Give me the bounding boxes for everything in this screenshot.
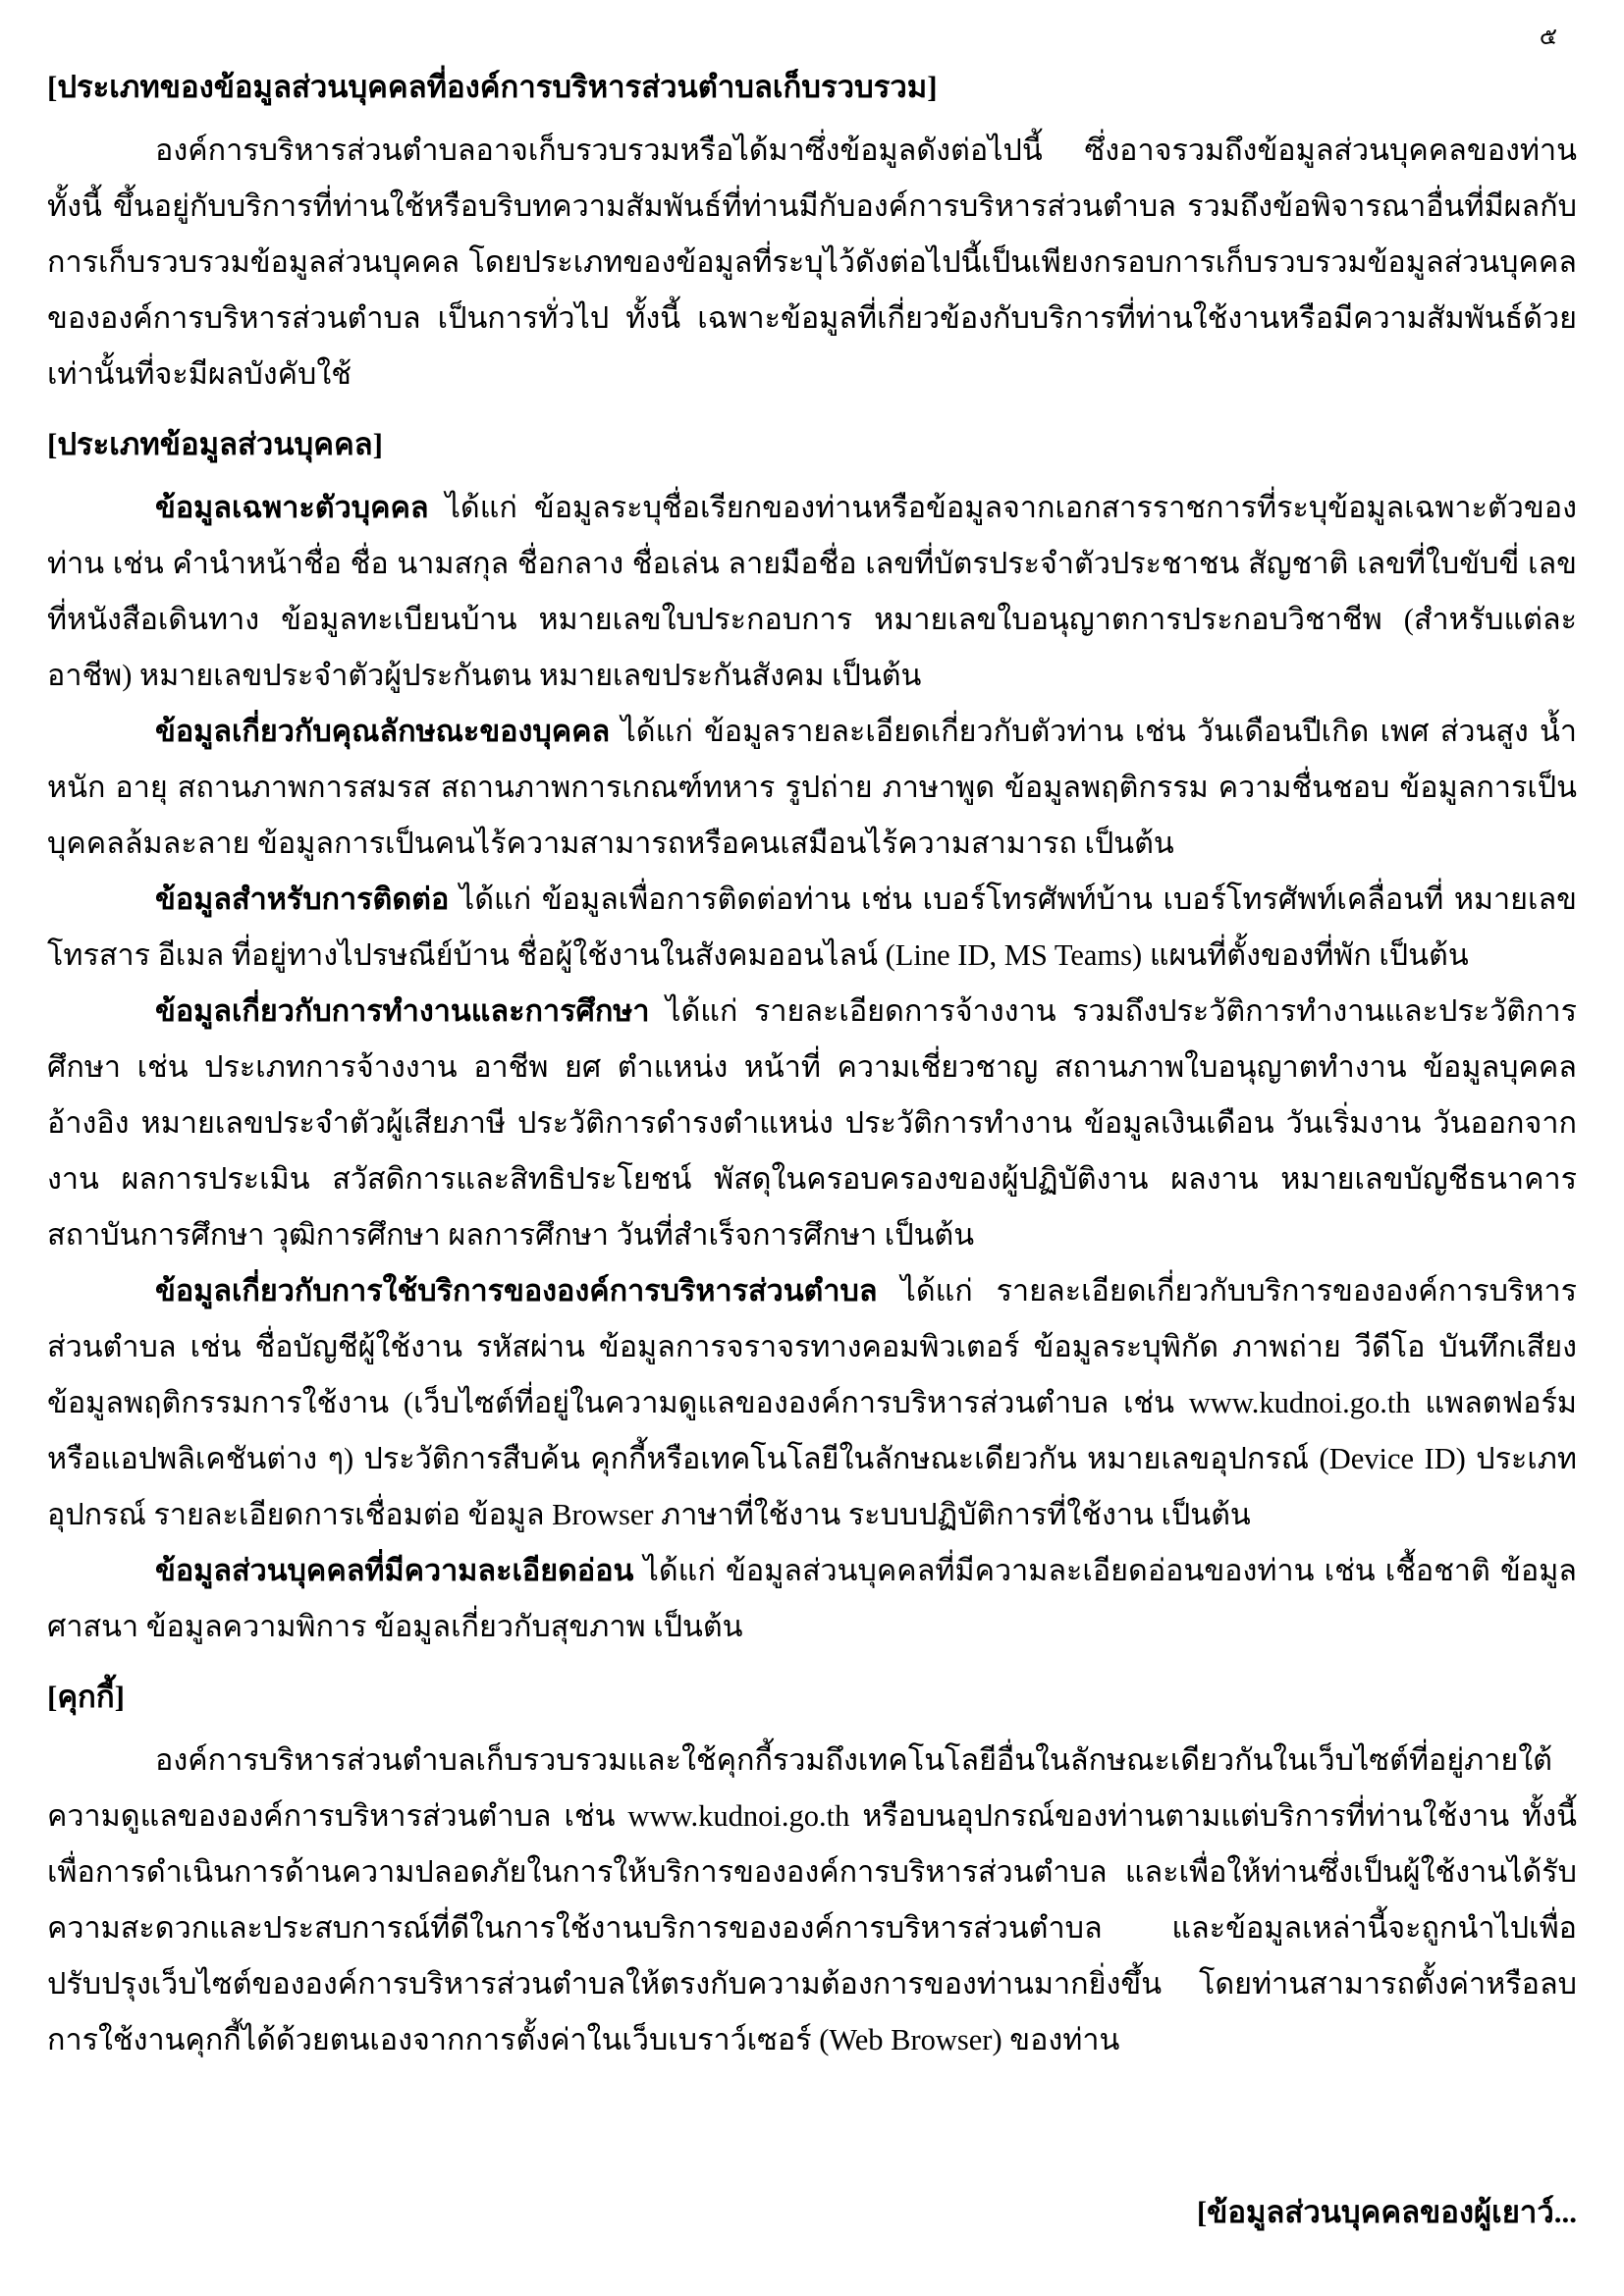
- paragraph-work-education-data-lead: ข้อมูลเกี่ยวกับการทำงานและการศึกษา: [155, 994, 650, 1028]
- paragraph-contact-data: [47, 872, 1577, 984]
- paragraph-contact-data-text: ได้แก่ ข้อมูลเพื่อการติดต่อท่าน เช่น เบอร์โทรศัพท์บ้าน เบอร์โทรศัพท์เคลื่อนที่ หมายเลขโทรสาร อีเมล ที่อยู่ทางไปรษณีย์บ้าน ชื่อผู้ใช้งานในสังคมออนไลน์ (Line ID, MS Teams) แผนที่ตั้งของที่พัก เป็นต้น: [47, 882, 1577, 972]
- document-body: [47, 59, 1577, 2240]
- paragraph-service-usage-data-text: ได้แก่ รายละเอียดเกี่ยวกับบริการขององค์การบริหารส่วนตำบล เช่น ชื่อบัญชีผู้ใช้งาน รหัสผ่าน ข้อมูลการจราจรทางคอมพิวเตอร์ ข้อมูลระบุพิกัด ภาพถ่าย วีดีโอ บันทึกเสียง ข้อมูลพฤติกรรมการใช้งาน (เว็บไซต์ที่อยู่ในความดูแลขององค์การบริหารส่วนตำบล เช่น www.kudnoi.go.th แพลตฟอร์มหรือแอปพลิเคชันต่าง ๆ) ประวัติการสืบค้น คุกกี้หรือเทคโนโลยีในลักษณะเดียวกัน หมายเลขอุปกรณ์ (Device ID) ประเภทอุปกรณ์ รายละเอียดการเชื่อมต่อ ข้อมูล Browser ภาษาที่ใช้งาน ระบบปฏิบัติการที่ใช้งาน เป็นต้น: [47, 1274, 1577, 1531]
- page-number: ๕: [1539, 25, 1557, 50]
- paragraph-contact-data-lead: ข้อมูลสำหรับการติดต่อ: [155, 882, 450, 916]
- paragraph-intro: [47, 123, 1577, 402]
- section-heading-personal-data-categories: [ประเภทข้อมูลส่วนบุคคล]: [47, 427, 383, 461]
- paragraph-sensitive-data: [47, 1543, 1577, 1655]
- paragraph-service-usage-data-lead: ข้อมูลเกี่ยวกับการใช้บริการขององค์การบริหารส่วนตำบล: [155, 1274, 878, 1308]
- paragraph-identity-data: [47, 480, 1577, 704]
- paragraph-intro-text: องค์การบริหารส่วนตำบลอาจเก็บรวบรวมหรือได้มาซึ่งข้อมูลดังต่อไปนี้ ซึ่งอาจรวมถึงข้อมูลส่วนบุคคลของท่าน ทั้งนี้ ขึ้นอยู่กับบริการที่ท่านใช้หรือบริบทความสัมพันธ์ที่ท่านมีกับองค์การบริหารส่วนตำบล รวมถึงข้อพิจารณาอื่นที่มีผลกับการเก็บรวบรวมข้อมูลส่วนบุคคล โดยประเภทของข้อมูลที่ระบุไว้ดังต่อไปนี้เป็นเพียงกรอบการเก็บรวบรวมข้อมูลส่วนบุคคลขององค์การบริหารส่วนตำบล เป็นการทั่วไป ทั้งนี้ เฉพาะข้อมูลที่เกี่ยวข้องกับบริการที่ท่านใช้งานหรือมีความสัมพันธ์ด้วยเท่านั้นที่จะมีผลบังคับใช้: [47, 133, 1577, 391]
- section-heading-data-types-collected: [ประเภทของข้อมูลส่วนบุคคลที่องค์การบริหารส่วนตำบลเก็บรวบรวม]: [47, 70, 938, 104]
- paragraph-personal-characteristics: [47, 704, 1577, 872]
- paragraph-work-education-data-text: ได้แก่ รายละเอียดการจ้างงาน รวมถึงประวัติการทำงานและประวัติการศึกษา เช่น ประเภทการจ้างงาน อาชีพ ยศ ตำแหน่ง หน้าที่ ความเชี่ยวชาญ สถานภาพใบอนุญาตทำงาน ข้อมูลบุคคลอ้างอิง หมายเลขประจำตัวผู้เสียภาษี ประวัติการดำรงตำแหน่ง ประวัติการทำงาน ข้อมูลเงินเดือน วันเริ่มงาน วันออกจากงาน ผลการประเมิน สวัสดิการและสิทธิประโยชน์ พัสดุในครอบครองของผู้ปฏิบัติงาน ผลงาน หมายเลขบัญชีธนาคาร สถาบันการศึกษา วุฒิการศึกษา ผลการศึกษา วันที่สำเร็จการศึกษา เป็นต้น: [47, 994, 1577, 1252]
- section-heading-cookies: [คุกกี้]: [47, 1680, 125, 1714]
- paragraph-service-usage-data: [47, 1263, 1577, 1543]
- paragraph-cookies-text: องค์การบริหารส่วนตำบลเก็บรวบรวมและใช้คุกกี้รวมถึงเทคโนโลยีอื่นในลักษณะเดียวกันในเว็บไซต์ที่อยู่ภายใต้ความดูแลขององค์การบริหารส่วนตำบล เช่น www.kudnoi.go.th หรือบนอุปกรณ์ของท่านตามแต่บริการที่ท่านใช้งาน ทั้งนี้ เพื่อการดำเนินการด้านความปลอดภัยในการให้บริการขององค์การบริหารส่วนตำบล และเพื่อให้ท่านซึ่งเป็นผู้ใช้งานได้รับความสะดวกและประสบการณ์ที่ดีในการใช้งานบริการขององค์การบริหารส่วนตำบล และข้อมูลเหล่านี้จะถูกนำไปเพื่อปรับปรุงเว็บไซต์ขององค์การบริหารส่วนตำบลให้ตรงกับความต้องการของท่านมากยิ่งขึ้น โดยท่านสามารถตั้งค่าหรือลบการใช้งานคุกกี้ได้ด้วยตนเองจากการตั้งค่าในเว็บเบราว์เซอร์ (Web Browser) ของท่าน: [47, 1743, 1577, 2056]
- footer-next-section-note: [ข้อมูลส่วนบุคคลของผู้เยาว์...: [1196, 2195, 1577, 2229]
- paragraph-sensitive-data-lead: ข้อมูลส่วนบุคคลที่มีความละเอียดอ่อน: [155, 1554, 634, 1587]
- paragraph-personal-characteristics-text: ได้แก่ ข้อมูลรายละเอียดเกี่ยวกับตัวท่าน เช่น วันเดือนปีเกิด เพศ ส่วนสูง น้ำหนัก อายุ สถานภาพการสมรส สถานภาพการเกณฑ์ทหาร รูปถ่าย ภาษาพูด ข้อมูลพฤติกรรม ความชื่นชอบ ข้อมูลการเป็นบุคคลล้มละลาย ข้อมูลการเป็นคนไร้ความสามารถหรือคนเสมือนไร้ความสามารถ เป็นต้น: [47, 715, 1577, 860]
- paragraph-personal-characteristics-lead: ข้อมูลเกี่ยวกับคุณลักษณะของบุคคล: [155, 715, 611, 748]
- paragraph-work-education-data: [47, 984, 1577, 1263]
- paragraph-sensitive-data-text: ได้แก่ ข้อมูลส่วนบุคคลที่มีความละเอียดอ่อนของท่าน เช่น เชื้อชาติ ข้อมูลศาสนา ข้อมูลความพิการ ข้อมูลเกี่ยวกับสุขภาพ เป็นต้น: [47, 1554, 1577, 1643]
- paragraph-identity-data-text: ได้แก่ ข้อมูลระบุชื่อเรียกของท่านหรือข้อมูลจากเอกสารราชการที่ระบุข้อมูลเฉพาะตัวของท่าน เช่น คำนำหน้าชื่อ ชื่อ นามสกุล ชื่อกลาง ชื่อเล่น ลายมือชื่อ เลขที่บัตรประจำตัวประชาชน สัญชาติ เลขที่ใบขับขี่ เลขที่หนังสือเดินทาง ข้อมูลทะเบียนบ้าน หมายเลขใบประกอบการ หมายเลขใบอนุญาตการประกอบวิชาชีพ (สำหรับแต่ละอาชีพ) หมายเลขประจำตัวผู้ประกันตน หมายเลขประกันสังคม เป็นต้น: [47, 491, 1577, 692]
- paragraph-identity-data-lead: ข้อมูลเฉพาะตัวบุคคล: [155, 491, 429, 524]
- paragraph-cookies: [47, 1733, 1577, 2068]
